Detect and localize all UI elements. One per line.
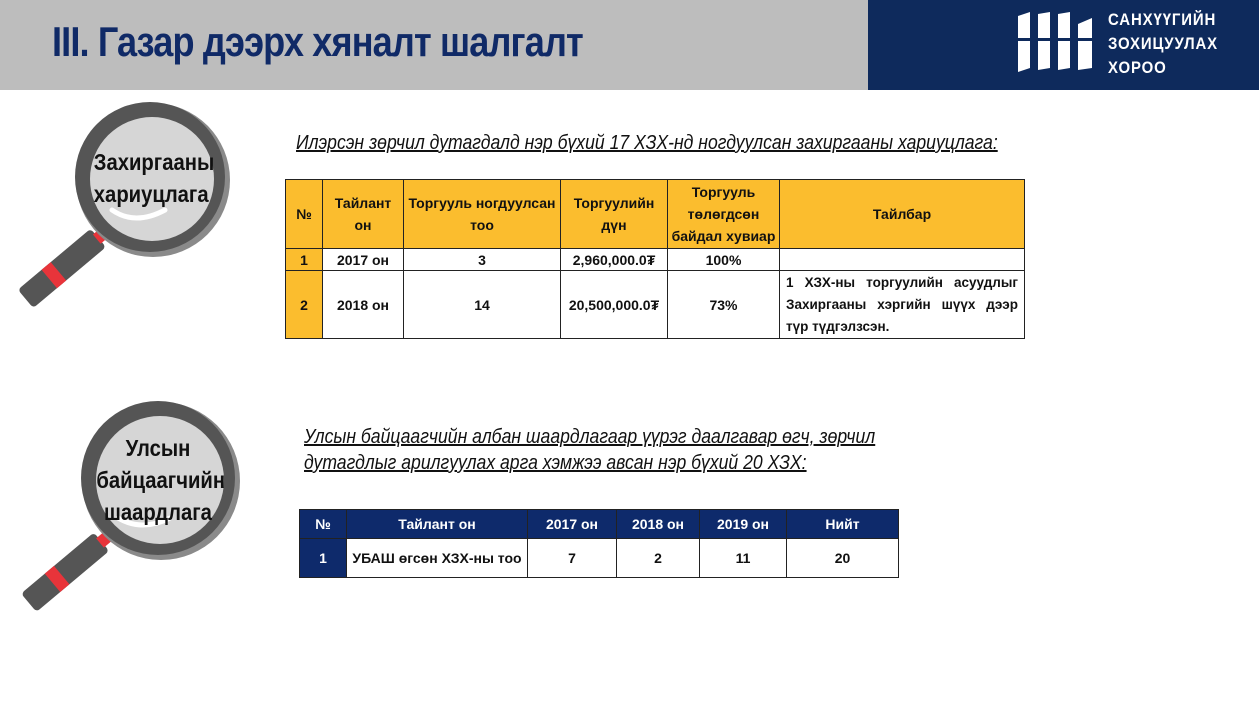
col-header: № [286, 180, 323, 249]
col-header: Тайлбар [780, 180, 1025, 249]
table-cell: 2018 он [323, 271, 404, 339]
table-cell: 20 [787, 539, 899, 578]
caption-line: Улсын байцаагчийн албан шаардлагаар үүрэг даалгавар өгч, зөрчил [304, 426, 876, 448]
logo-text [1108, 8, 1218, 80]
logo-line-1: САНХҮҮГИЙН [1108, 10, 1217, 29]
col-header: Нийт [787, 510, 899, 539]
col-header: Тайлант он [323, 180, 404, 249]
badge-line: Улсын [125, 435, 191, 461]
table-cell: 2 [286, 271, 323, 339]
badge-line: шаардлага [104, 499, 212, 525]
col-header: 2018 он [617, 510, 700, 539]
table-cell: 100% [668, 249, 780, 271]
table-cell: 7 [528, 539, 617, 578]
col-header: Торгууль төлөгдсөн байдал хувиар [668, 180, 780, 249]
badge-line: Захиргааны [93, 149, 215, 175]
logo [868, 0, 1259, 90]
col-header: Тайлант он [347, 510, 528, 539]
col-header: 2017 он [528, 510, 617, 539]
table-cell: УБАШ өгсөн ХЗХ-ны тоо [347, 539, 528, 578]
section2-caption [304, 424, 875, 476]
table-header-row [286, 180, 1025, 249]
table-row [286, 271, 1025, 339]
badge-line: байцаагчийн [96, 467, 226, 493]
table-cell: 20,500,000.0₮ [561, 271, 668, 339]
table-row [286, 249, 1025, 271]
badge-line: хариуцлага [93, 181, 209, 207]
section1-caption: Илэрсэн зөрчил дутагдалд нэр бүхий 17 ХЗХ-нд ногдуулсан захиргааны хариуцлага: [296, 132, 998, 154]
logo-mark-icon [1016, 10, 1096, 72]
caption-line: дутагдлыг арилгуулах арга хэмжээ авсан нэр бүхий 20 ХЗХ: [304, 452, 807, 474]
liability-table [285, 179, 1025, 339]
table-cell: 1 [286, 249, 323, 271]
table-cell: 11 [700, 539, 787, 578]
table-row [300, 539, 899, 578]
table-cell [780, 249, 1025, 271]
table-cell: 14 [404, 271, 561, 339]
col-header: Торгуулийн дүн [561, 180, 668, 249]
table-cell: 1 [300, 539, 347, 578]
table-cell: 73% [668, 271, 780, 339]
table-cell-note: 1 ХЗХ-ны торгуулийн асуудлыг Захиргааны хэргийн шүүх дээр түр түдгэлзсэн. [780, 271, 1025, 339]
col-header: Торгууль ногдуулсан тоо [404, 180, 561, 249]
inspector-table [299, 509, 899, 578]
logo-line-2: ЗОХИЦУУЛАХ [1108, 34, 1219, 53]
table-header-row [300, 510, 899, 539]
col-header: № [300, 510, 347, 539]
page-title: III. Газар дээрх хяналт шалгалт [52, 18, 583, 65]
table-cell: 2017 он [323, 249, 404, 271]
table-cell: 2,960,000.0₮ [561, 249, 668, 271]
badge-administrative-liability [93, 146, 215, 210]
table-cell: 2 [617, 539, 700, 578]
logo-line-3: ХОРОО [1108, 58, 1167, 77]
table-cell: 3 [404, 249, 561, 271]
col-header: 2019 он [700, 510, 787, 539]
badge-state-inspector [96, 432, 226, 528]
